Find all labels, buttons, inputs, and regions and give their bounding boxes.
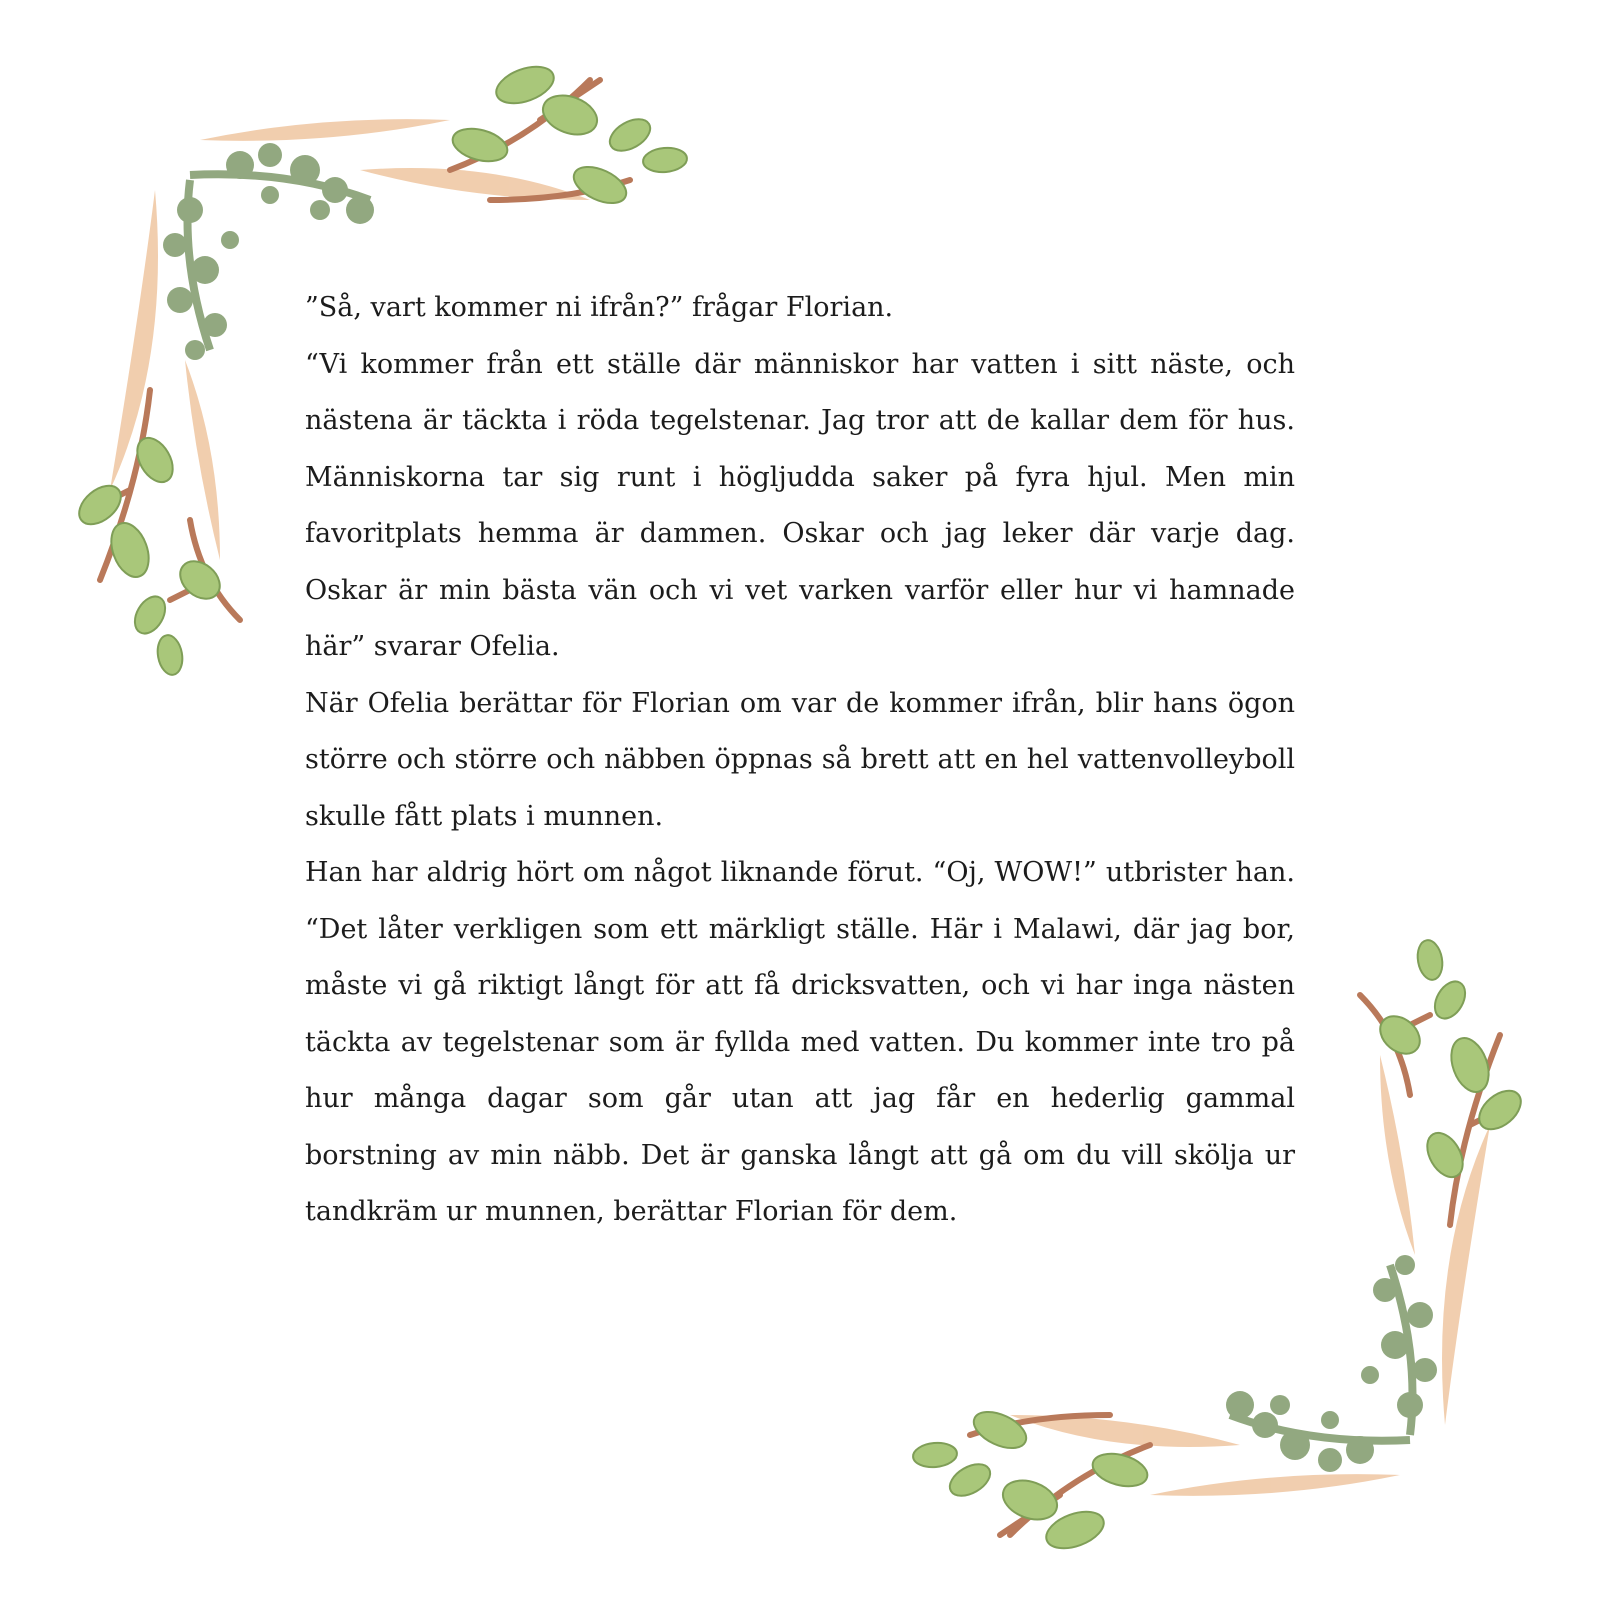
story-paragraph-3: När Ofelia berättar för Florian om var de kommer ifrån, blir hans ögon större och större och näbben öppnas så brett att en hel vattenvolleyboll skulle fått plats i munnen. bbox=[305, 687, 1295, 832]
story-text bbox=[305, 280, 1295, 1241]
story-paragraph-4: Han har aldrig hört om något liknande förut. “Oj, WOW!” utbrister han. “Det låter verkligen som ett märkligt ställe. Här i Malawi, där jag bor, måste vi gå riktigt långt för att få dricksvatten, och vi har inga nästen täckta av tegelstenar som är fyllda med vatten. Du kommer inte tro på hur många dagar som går utan att jag får en hederlig gammal borstning av min näbb. Det är ganska långt att gå om du vill skölja ur tandkräm ur munnen, berättar Florian för dem. bbox=[305, 857, 1295, 1227]
moss-icon bbox=[1226, 1255, 1437, 1472]
story-paragraph-1: ”Så, vart kommer ni ifrån?” frågar Florian. bbox=[305, 292, 894, 323]
story-paragraph-2: “Vi kommer från ett ställe där människor har vatten i sitt näste, och nästena är täckta i röda tegelstenar. Jag tror att de kallar dem för hus. Människorna tar sig runt i högljudda saker på fyra hjul. Men min favoritplats hemma är dammen. Oskar och jag leker där varje dag. Oskar är min bästa vän och vi vet varken varför eller hur vi hamnade här” svarar Ofelia. bbox=[305, 348, 1295, 662]
